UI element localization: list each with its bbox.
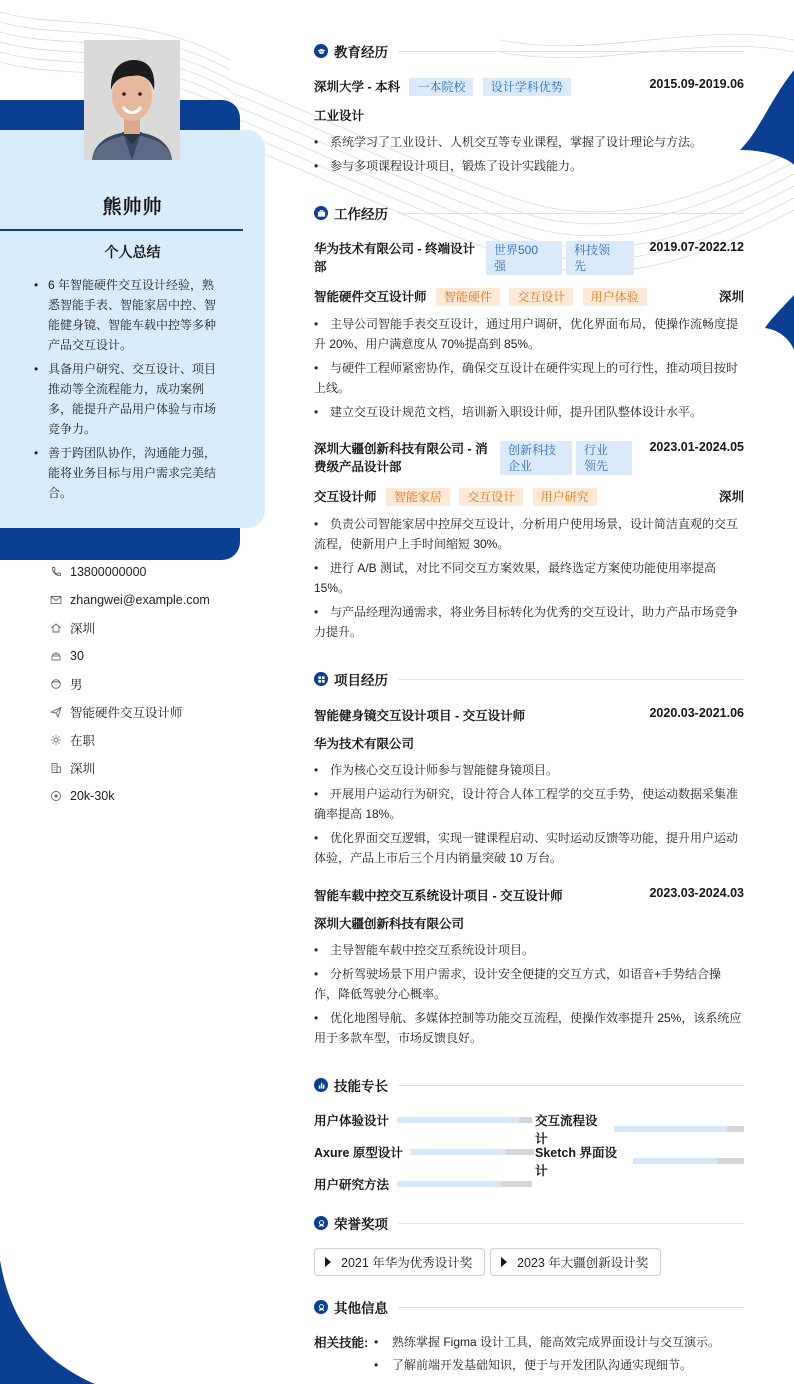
skill-item (314, 1175, 532, 1193)
contact-value: 深圳 (70, 762, 96, 776)
skill-bar-fill (397, 1181, 501, 1187)
project-company-row (314, 734, 744, 752)
skill-bar-fill (411, 1149, 506, 1155)
skill-bar (397, 1117, 532, 1123)
skill-bar (633, 1158, 744, 1164)
contact-status (50, 726, 210, 754)
job-bullets (314, 514, 744, 646)
other-section-header (314, 1297, 744, 1317)
list-item: • 负责公司智能家居中控屏交互设计，分析用户使用场景，设计简洁直观的交互流程，使新用户上手时间缩短 30%。 (314, 514, 744, 554)
medal-icon (314, 1300, 328, 1314)
list-item: • 建立交互设计规范文档，培训新入职设计师，提升团队整体设计水平。 (314, 402, 744, 422)
other-label: 相关技能: (314, 1336, 369, 1350)
project-header (314, 886, 744, 904)
skill-tag: 智能家居 (386, 488, 450, 506)
skill-item (314, 1143, 534, 1161)
school-name: 深圳大学 - 本科 (314, 80, 401, 94)
contact-list (50, 558, 210, 810)
skill-tag: 智能硬件 (436, 288, 500, 306)
company-tag (500, 441, 572, 475)
education-section-header (314, 41, 744, 61)
contact-workplace (50, 754, 210, 782)
list-item: • 参与多项课程设计项目，锻炼了设计实践能力。 (314, 156, 744, 176)
project-bullets (314, 940, 744, 1052)
school-tag: 一本院校 (409, 78, 473, 96)
list-item: • 主导智能车载中控交互系统设计项目。 (314, 940, 744, 960)
salary-icon (50, 790, 62, 802)
phone-icon (50, 566, 62, 578)
school-tag: 设计学科优势 (483, 78, 571, 96)
section-title: 其他信息 (334, 1301, 388, 1316)
project-name: 智能健身镜交互设计项目 - 交互设计师 (314, 709, 526, 723)
job-header (314, 240, 744, 276)
email-icon (50, 594, 62, 606)
job-company-line: 深圳大疆创新科技有限公司 - 消 (314, 442, 488, 456)
project-name: 智能车载中控交互系统设计项目 - 交互设计师 (314, 889, 563, 903)
skill-bar (614, 1126, 744, 1132)
other-bullets (374, 1332, 744, 1379)
status-icon (50, 734, 62, 746)
job-company-line: 费级产品设计部 (314, 460, 402, 474)
education-bullets (314, 132, 744, 180)
skill-tag: 交互设计 (459, 488, 523, 506)
contact-phone (50, 558, 210, 586)
projects-section-header (314, 669, 744, 689)
contact-value: 男 (70, 678, 83, 692)
age-icon (50, 650, 62, 662)
job-role-row (314, 287, 744, 306)
list-item: • 与硬件工程师紧密协作，确保交互设计在硬件实现上的可行性，推动项目按时上线。 (314, 358, 744, 398)
section-divider (398, 213, 744, 214)
list-item: • 与产品经理沟通需求，将业务目标转化为优秀的交互设计，助力产品市场竞争力提升。 (314, 602, 744, 642)
section-title: 荣誉奖项 (334, 1217, 388, 1232)
section-divider (398, 1085, 744, 1086)
skill-tag: 用户研究 (533, 488, 597, 506)
building-icon (50, 762, 62, 774)
skill-name: 用户体验设计 (314, 1114, 390, 1128)
summary-list (48, 275, 220, 507)
section-title: 工作经历 (334, 207, 388, 222)
contact-salary (50, 782, 210, 810)
project-date: 2023.03-2024.03 (649, 886, 744, 900)
contact-age (50, 642, 210, 670)
summary-item: • 具备用户研究、交互设计、项目推动等全流程能力，成功案例多，能提升产品用户体验与市场竞争力。 (48, 359, 220, 439)
company-tag (486, 241, 562, 275)
profile-name: 熊帅帅 (102, 197, 163, 218)
contact-value: 深圳 (70, 622, 96, 636)
project-company: 深圳大疆创新科技有限公司 (314, 917, 465, 931)
briefcase-icon (314, 206, 328, 220)
contact-gender (50, 670, 210, 698)
job-location: 深圳 (718, 490, 744, 504)
home-icon (50, 622, 62, 634)
company-tag-line: 行业 (584, 443, 609, 457)
job-company-line: 部 (314, 260, 327, 274)
skill-item (314, 1111, 532, 1129)
awards-list (314, 1248, 744, 1278)
company-tag-line: 创新科技 (508, 443, 557, 457)
name-divider (0, 229, 243, 231)
award-item (314, 1248, 485, 1276)
send-icon (50, 706, 62, 718)
project-bullets (314, 760, 744, 872)
job-company (314, 240, 484, 276)
project-date: 2020.03-2021.06 (649, 706, 744, 720)
contact-value: 13800000000 (70, 565, 147, 579)
list-item: • 优化地图导航、多媒体控制等功能交互流程，使操作效率提升 25%，该系统应用于多款车型，市场反馈良好。 (314, 1008, 744, 1048)
project-header (314, 706, 744, 724)
list-item: • 开展用户运动行为研究，设计符合人体工程学的交互手势，使运动数据采集准确率提高 18%。 (314, 784, 744, 824)
skill-name: Axure 原型设计 (314, 1146, 403, 1160)
skill-bar-fill (614, 1126, 727, 1132)
section-divider (398, 1307, 744, 1308)
contact-value: 智能硬件交互设计师 (70, 706, 183, 720)
skill-item (535, 1111, 744, 1147)
company-tag-line: 企业 (508, 459, 533, 473)
company-tag-line: 强 (494, 259, 507, 273)
job-header (314, 440, 744, 476)
list-item: • 分析驾驶场景下用户需求，设计安全便捷的交互方式，如语音+手势结合操作，降低驾驶分心概率。 (314, 964, 744, 1004)
contact-value: 20k-30k (70, 789, 115, 803)
skill-bar-fill (633, 1158, 718, 1164)
job-role: 智能硬件交互设计师 (314, 290, 427, 304)
play-icon (501, 1257, 507, 1267)
award-item (490, 1248, 661, 1276)
list-item: • 熟练掌握 Figma 设计工具，能高效完成界面设计与交互演示。 (374, 1332, 744, 1352)
work-section-header (314, 203, 744, 223)
summary-item: • 善于跨团队协作，沟通能力强，能将业务目标与用户需求完美结合。 (48, 443, 220, 503)
skill-item (535, 1143, 744, 1179)
graduation-cap-icon (314, 44, 328, 58)
job-date: 2019.07-2022.12 (649, 240, 744, 254)
section-title: 项目经历 (334, 673, 388, 688)
contact-value: zhangwei@example.com (70, 593, 210, 607)
grid-icon (314, 672, 328, 686)
project-company: 华为技术有限公司 (314, 737, 415, 751)
play-icon (325, 1257, 331, 1267)
summary-title: 个人总结 (104, 244, 161, 260)
education-major: 工业设计 (314, 109, 365, 123)
company-tag-line: 领先 (584, 459, 609, 473)
list-item: • 了解前端开发基础知识，便于与开发团队沟通实现细节。 (374, 1355, 744, 1375)
job-bullets (314, 314, 744, 426)
job-role-row (314, 487, 744, 506)
company-tag-line: 科技领 (574, 243, 611, 257)
gender-icon (50, 678, 62, 690)
list-item: • 优化界面交互逻辑，实现一键课程启动、实时运动反馈等功能，提升用户运动体验，产品上市后三个月内销量突破 10 万台。 (314, 828, 744, 868)
education-major-row (314, 106, 744, 124)
section-title: 教育经历 (334, 45, 388, 60)
contact-email (50, 586, 210, 614)
skill-tag: 交互设计 (509, 288, 573, 306)
project-company-row (314, 914, 744, 932)
award-label: 2023 年大疆创新设计奖 (517, 1256, 649, 1270)
skill-name: Sketch 界面设计 (535, 1146, 617, 1178)
list-item: • 主导公司智能手表交互设计，通过用户调研，优化界面布局，使操作流畅度提升 20%、用户满意度从 70%提高到 85%。 (314, 314, 744, 354)
contact-job (50, 698, 210, 726)
skill-tag: 用户体验 (583, 288, 647, 306)
section-divider (398, 51, 744, 52)
skill-bar (397, 1181, 532, 1187)
sidebar (0, 0, 300, 1384)
company-tag (566, 241, 634, 275)
job-company-line: 华为技术有限公司 - 终端设计 (314, 242, 476, 256)
company-tag-line: 世界500 (494, 243, 539, 257)
job-location: 深圳 (718, 290, 744, 304)
contact-value: 30 (70, 649, 84, 663)
job-company (314, 440, 494, 476)
profile-photo (84, 40, 180, 160)
skills-section-header (314, 1075, 744, 1095)
skill-bar-fill (397, 1117, 519, 1123)
section-divider (398, 1223, 744, 1224)
list-item: • 系统学习了工业设计、人机交互等专业课程，掌握了设计理论与方法。 (314, 132, 744, 152)
skill-name: 交互流程设计 (535, 1114, 598, 1146)
skill-bar (411, 1149, 534, 1155)
job-role: 交互设计师 (314, 490, 377, 504)
company-tag (576, 441, 632, 475)
list-item: • 进行 A/B 测试，对比不同交互方案效果，最终选定方案使功能使用率提高 15%。 (314, 558, 744, 598)
education-date: 2015.09-2019.06 (649, 77, 744, 91)
education-header (314, 77, 744, 96)
bar-chart-icon (314, 1078, 328, 1092)
job-date: 2023.01-2024.05 (649, 440, 744, 454)
list-item: • 作为核心交互设计师参与智能健身镜项目。 (314, 760, 744, 780)
awards-section-header (314, 1213, 744, 1233)
skill-name: 用户研究方法 (314, 1178, 390, 1192)
contact-city (50, 614, 210, 642)
contact-value: 在职 (70, 734, 96, 748)
section-divider (398, 679, 744, 680)
section-title: 技能专长 (334, 1079, 388, 1094)
company-tag-line: 先 (574, 259, 587, 273)
summary-item: • 6 年智能硬件交互设计经验，熟悉智能手表、智能家居中控、智能健身镜、智能车载中控等多种产品交互设计。 (48, 275, 220, 355)
award-label: 2021 年华为优秀设计奖 (341, 1256, 473, 1270)
medal-icon (314, 1216, 328, 1230)
